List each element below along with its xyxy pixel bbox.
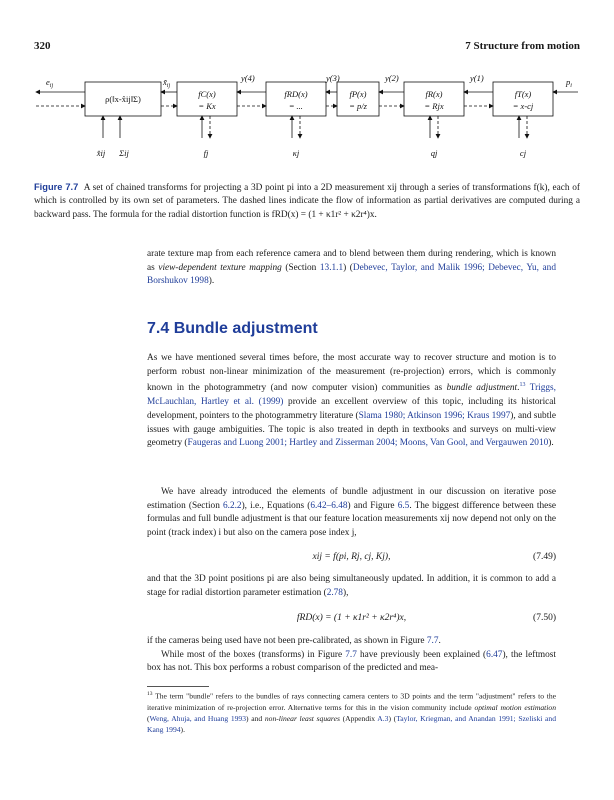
caption-text: A set of chained transforms for projecting a 3D point pi into a 2D measurement xij through a series of transformations f(k), each of which is controlled by its own set of parameters. The dashed lines indicate the flow of information as partial derivatives are computed during a backward pass. The formula for the radial distortion function is fRD(x) = (1 + κ1r² + κ2r⁴)x. <box>34 183 580 220</box>
label-y2: y(2) <box>385 73 399 83</box>
section-heading: 7.4 Bundle adjustment <box>147 320 318 337</box>
label-x-tilde: $x̃_{ij}$ <box>163 77 171 89</box>
box-robust-loss-label: ρ(‖x-x̂ij‖Σ) <box>105 94 141 104</box>
label-y1: y(1) <box>470 73 484 83</box>
page-number: 320 <box>34 40 51 52</box>
input-kappa: κj <box>292 148 300 158</box>
paragraph-3: and that the 3D point positions pi are also being simultaneously updated. In addition, it is common to add a stage for radial distortion parameter estimation (2.78), <box>147 574 556 598</box>
page-header <box>34 40 580 54</box>
box-fp-top: fP(x) <box>349 89 367 99</box>
equation-link[interactable]: 6.47 <box>486 649 503 660</box>
equation-formula: xij = f(pi, Rj, cj, Kj), <box>312 552 391 562</box>
citation-link[interactable]: Slama 1980; Atkinson 1996; Kraus 1997 <box>358 410 511 421</box>
chapter-title: 7 Structure from motion <box>465 40 580 52</box>
box-frd-top: fRD(x) <box>284 89 308 99</box>
equation-formula: fRD(x) = (1 + κ1r² + κ2r⁴)x, <box>296 613 407 623</box>
box-fc-top: fC(x) <box>198 89 216 99</box>
input-q: qj <box>430 148 438 158</box>
box-ft-top: fT(x) <box>514 89 532 99</box>
paragraph-4: if the cameras being used have not been pre-calibrated, as shown in Figure 7.7. While most of the boxes (transforms) in Figure 7.7 have previously been explained (6.47), the leftmost box has not. This box performs a robust comparison of the predicted and mea- <box>147 636 556 674</box>
footnote-number: 13 <box>147 691 153 697</box>
intro-paragraph: arate texture map from each reference camera and to blend between them during rendering, which is known as view-dependent texture mapping (Section 13.1.1) (Debevec, Taylor, and Malik 1996; Debevec, Yu, and Borshukov 1998). <box>147 249 556 287</box>
section-link[interactable]: 6.2.2 <box>222 500 242 511</box>
box-fr-top: fR(x) <box>425 89 443 99</box>
citation-link[interactable]: Debevec, Taylor, and Malik 1996; Debevec, Yu, and Borshukov 1998 <box>147 262 556 287</box>
section-link[interactable]: 13.1.1 <box>319 262 344 273</box>
equation-number: (7.50) <box>533 613 556 623</box>
equation-7-49 <box>147 552 556 568</box>
box-ft-bottom: = x-cj <box>512 101 534 111</box>
box-fr-bottom: = Rjx <box>424 101 444 111</box>
figure-link[interactable]: 6.5 <box>397 500 410 511</box>
figure-label: Figure 7.7 <box>34 182 79 192</box>
footnote-ref[interactable]: 13 <box>519 382 526 389</box>
footnote-rule <box>147 686 209 687</box>
label-e: $e_{ij}$ <box>46 77 54 89</box>
label-p: $p_i$ <box>566 77 572 89</box>
paragraph-1: As we have mentioned several times before, the most accurate way to recover structure and motion is to perform robust non-linear minimization of the measurement (re-projection) errors, which is commonly known in the photogrammetry (and now computer vision) communities as bundle adjustment.$^{13}$ Triggs, McLauchlan, Hartley et al. (1999) provide an excellent overview of this topic, including its historical development, pointers to the photogrammetry literature (Slama 1980; Atkinson 1996; Kraus 1997), and subtle issues with gauge ambiguities. The topic is also treated in depth in textbooks and surveys on multi-view geometry (Faugeras and Luong 2001; Hartley and Zisserman 2004; Moons, Van Gool, and Vergauwen 2010). <box>147 353 557 449</box>
appendix-link[interactable]: A.3 <box>377 713 389 723</box>
citation-link[interactable]: Faugeras and Luong 2001; Hartley and Zisserman 2004; Moons, Van Gool, and Vergauwen 2010 <box>187 438 549 449</box>
figure-caption <box>34 181 580 222</box>
transform-chain-diagram <box>30 70 590 180</box>
label-y4: y(4) <box>241 73 255 83</box>
input-f: fj <box>203 148 209 158</box>
figure-link[interactable]: 7.7 <box>426 636 439 646</box>
equation-link[interactable]: 2.78 <box>326 587 343 598</box>
footnote: $^{13}$ The term "bundle" refers to the bundles of rays connecting camera centers to 3D points and the term "adjustment" refers to the iterative minimization of re-projection error. Alternative terms for this in the vision community include optimal motion estimation (Weng, Ahuja, and Huang 1993) and non-linear least squares (Appendix A.3) (Taylor, Kriegman, and Anandan 1991; Szeliski and Kang 1994). <box>147 691 556 735</box>
equation-number: (7.49) <box>533 552 556 562</box>
equation-link[interactable]: 6.42–6.48 <box>310 500 348 511</box>
label-y3: y(3) <box>326 73 340 83</box>
input-sigma: Σij <box>119 148 129 158</box>
equation-7-50 <box>147 613 556 629</box>
citation-link[interactable]: Triggs, McLauchlan, Hartley et al. (1999) <box>147 383 557 408</box>
figure-link[interactable]: 7.7 <box>345 649 357 660</box>
citation-link[interactable]: Weng, Ahuja, and Huang 1993 <box>149 713 247 723</box>
paragraph-2: We have already introduced the elements of bundle adjustment in our discussion on iterative pose estimation (Section 6.2.2), i.e., Equations (6.42–6.48) and Figure 6.5. The biggest difference between these formulas and full bundle adjustment is that our feature location measurements xij now depend not only on the point (track index) i but also on the camera pose index j, <box>147 487 556 539</box>
citation-link[interactable]: Taylor, Kriegman, and Anandan 1991; Szeliski and Kang 1994 <box>147 713 556 735</box>
input-c: cj <box>519 148 527 158</box>
input-x-hat: x̂ij <box>96 148 106 158</box>
box-fp-bottom: = p/z <box>349 101 367 111</box>
box-fc-bottom: = Kx <box>198 101 216 111</box>
box-frd-bottom: = ... <box>289 101 303 111</box>
